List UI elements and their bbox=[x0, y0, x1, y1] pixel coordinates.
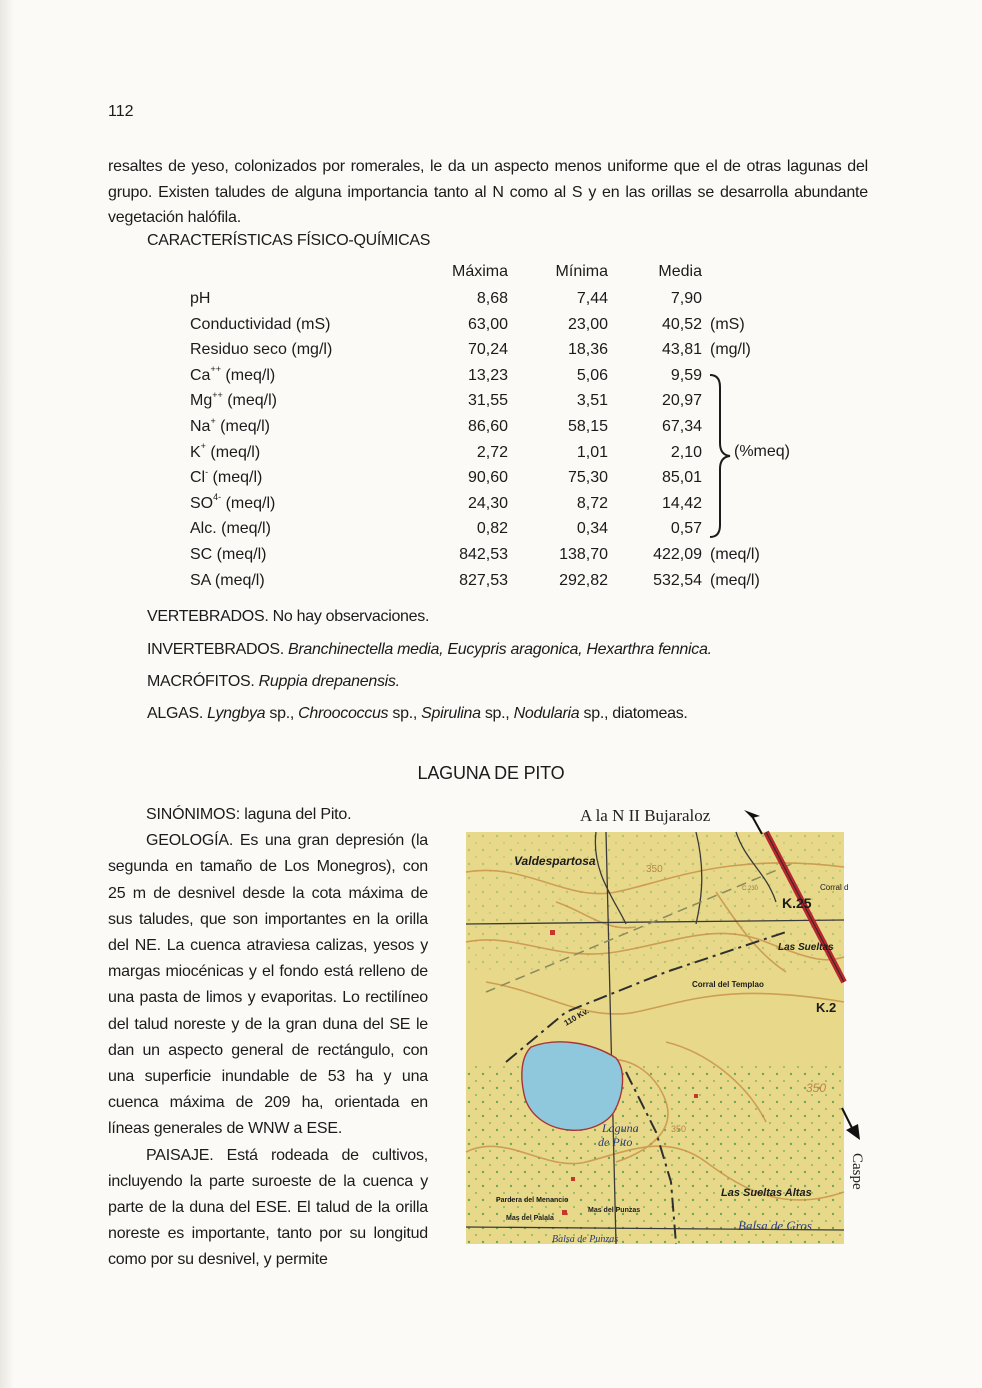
param-name: pH bbox=[190, 290, 211, 307]
intro-paragraph: resaltes de yeso, colonizados por romerales, le da un aspecto menos uniforme que el de otras lagunas del grupo. Existen taludes de alguna importancia tanto al N como al S y en las orillas se desarrolla abundante vegetación halófila. bbox=[108, 158, 868, 226]
param-name: Ca++ (meq/l) bbox=[190, 364, 276, 384]
label-k2: K.2 bbox=[816, 1000, 837, 1015]
percent-meq-label: (%meq) bbox=[734, 443, 791, 460]
page-number: 112 bbox=[108, 103, 134, 120]
map-caption-north: A la N II Bujaraloz bbox=[580, 806, 711, 825]
table-row bbox=[190, 542, 760, 568]
max-value: 0,82 bbox=[476, 520, 508, 538]
param-name: Cl- (meq/l) bbox=[190, 466, 263, 487]
algas-species-4: Nodularia bbox=[513, 705, 580, 722]
label-k25: K.25 bbox=[782, 895, 812, 911]
label-mas-del-palala: Mas del Palala bbox=[506, 1215, 554, 1222]
label-balsa-de-gros: Balsa de Gros bbox=[738, 1218, 812, 1233]
label-110-kv: 110 Kv. bbox=[562, 1006, 591, 1028]
algas-line bbox=[147, 705, 688, 723]
vertebrados-label: VERTEBRADOS. bbox=[147, 608, 269, 625]
table-row bbox=[190, 414, 760, 440]
header-blank bbox=[190, 258, 434, 286]
vertebrados-text: No hay observaciones. bbox=[268, 608, 430, 625]
header-unit bbox=[702, 258, 760, 286]
min-value: 138,70 bbox=[559, 545, 608, 563]
table-row bbox=[190, 312, 760, 338]
max-value: 827,53 bbox=[459, 571, 508, 589]
macrofitos-line bbox=[147, 673, 400, 691]
algas-species-3: Spirulina bbox=[421, 705, 481, 722]
macrofitos-species: Ruppia drepanensis. bbox=[254, 673, 400, 690]
min-value: 23,00 bbox=[567, 315, 608, 333]
mean-value: 43,81 bbox=[661, 341, 702, 359]
label-las-sueltas-altas: Las Sueltas Altas bbox=[721, 1187, 812, 1199]
table-row bbox=[190, 363, 760, 389]
mean-value: 0,57 bbox=[670, 520, 702, 538]
section-title: LAGUNA DE PITO bbox=[417, 763, 565, 783]
min-value: 0,34 bbox=[576, 520, 608, 538]
min-value: 75,30 bbox=[567, 469, 608, 487]
laguna-de-pito-map bbox=[466, 832, 849, 1245]
algas-species-1: Lyngbya bbox=[207, 705, 266, 722]
invertebrados-line bbox=[147, 641, 712, 659]
contour-label-c230: C.230 bbox=[742, 886, 759, 892]
left-text-column bbox=[108, 802, 428, 1274]
geologia-paragraph: GEOLOGÍA. Es una gran depresión (la segunda en tamaño de Los Monegros), con 25 m de desnivel desde la cota máxima de sus taludes, que son importantes en la orilla del NE. La cuenca atraviesa calizas, yesos y margas miocénicas y el fondo está relleno de una pasta de limos y evaporitas. Lo rectilíneo del talud noreste y de la gran duna del SE le dan un aspecto general de rectángulo, con una superficie inundable de 53 ha y una cuenca máxima de 209 ha, orientada en líneas generales de WNW a ESE. bbox=[108, 832, 428, 1138]
label-pardera-menancio: Pardera del Menancio bbox=[496, 1197, 569, 1204]
mean-value: 67,34 bbox=[661, 417, 702, 435]
header-media: Media bbox=[658, 263, 702, 281]
label-mas-del-punzas: Mas del Punzas bbox=[588, 1207, 641, 1214]
mean-value: 14,42 bbox=[661, 494, 702, 512]
algas-sep-4: sp., diatomeas. bbox=[579, 705, 688, 722]
page-edge-shadow bbox=[0, 0, 14, 1388]
min-value: 58,15 bbox=[567, 417, 608, 435]
min-value: 18,36 bbox=[567, 341, 608, 359]
percent-meq-brace bbox=[708, 371, 732, 541]
label-las-sueltas: Las Sueltas bbox=[778, 942, 834, 953]
algas-species-2: Chroococcus bbox=[298, 705, 389, 722]
table-row bbox=[190, 516, 760, 542]
param-name: Alc. (meq/l) bbox=[190, 520, 271, 538]
unit-label: (mS) bbox=[710, 315, 745, 333]
mean-value: 20,97 bbox=[661, 392, 702, 410]
param-name: Conductividad (mS) bbox=[190, 315, 331, 333]
label-balsa-de-punzas: Balsa de Punzas bbox=[552, 1234, 619, 1245]
table-row bbox=[190, 388, 760, 414]
header-maxima: Máxima bbox=[451, 263, 508, 281]
param-name: $SO^{4-}$ (meq/l) bbox=[190, 492, 276, 512]
mean-value: 532,54 bbox=[653, 571, 702, 589]
max-value: 842,53 bbox=[459, 545, 508, 563]
macrofitos-label: MACRÓFITOS. bbox=[147, 673, 255, 690]
mean-value: 2,10 bbox=[670, 443, 702, 461]
param-name: K+ (meq/l) bbox=[190, 441, 261, 461]
vertebrados-line bbox=[147, 608, 429, 626]
south-arrow-icon bbox=[838, 1106, 864, 1142]
table-row bbox=[190, 465, 760, 491]
map-caption-caspe: Caspe bbox=[849, 1153, 865, 1190]
min-value: 292,82 bbox=[559, 571, 608, 589]
param-name: SA (meq/l) bbox=[190, 571, 265, 589]
algas-label: ALGAS. bbox=[147, 705, 204, 722]
unit-label: (mg/l) bbox=[710, 341, 751, 359]
min-value: 5,06 bbox=[576, 366, 608, 384]
north-arrow-icon bbox=[738, 806, 768, 836]
max-value: 24,30 bbox=[467, 494, 508, 512]
mean-value: 9,59 bbox=[670, 366, 702, 384]
mean-value: 40,52 bbox=[661, 315, 702, 333]
invertebrados-label: INVERTEBRADOS. bbox=[147, 641, 284, 658]
mean-value: 85,01 bbox=[661, 469, 702, 487]
max-value: 2,72 bbox=[476, 443, 508, 461]
max-value: 86,60 bbox=[467, 417, 508, 435]
max-value: 13,23 bbox=[467, 366, 508, 384]
param-name: Mg++ (meq/l) bbox=[190, 390, 277, 410]
contour-label-350-a: 350 bbox=[646, 864, 663, 875]
label-de-pito: de Pito bbox=[598, 1135, 633, 1149]
max-value: 63,00 bbox=[467, 315, 508, 333]
chemistry-heading: CARACTERÍSTICAS FÍSICO-QUÍMICAS bbox=[147, 232, 431, 249]
table-row bbox=[190, 491, 760, 517]
table-row bbox=[190, 337, 760, 363]
label-laguna: Laguna bbox=[602, 1121, 639, 1135]
label-corral-templao: Corral del Templao bbox=[692, 980, 764, 989]
laguna-water bbox=[522, 1042, 623, 1130]
min-value: 3,51 bbox=[576, 392, 608, 410]
max-value: 70,24 bbox=[467, 341, 508, 359]
unit-label: (meq/l) bbox=[710, 545, 760, 563]
param-name: Residuo seco (mg/l) bbox=[190, 341, 333, 359]
mean-value: 7,90 bbox=[670, 290, 702, 307]
algas-sep-2: sp., bbox=[388, 705, 422, 722]
table-header-row bbox=[190, 258, 760, 286]
paisaje-paragraph: PAISAJE. Está rodeada de cultivos, incluyendo la parte suroeste de la cuenca y parte de la duna del ESE. El talud de la orilla noreste es importante, tanto por su longitud como por su desnivel, y permite bbox=[108, 1146, 428, 1269]
unit-label bbox=[702, 286, 760, 312]
min-value: 1,01 bbox=[576, 443, 608, 461]
contour-label-350-b: 350 bbox=[806, 1081, 827, 1095]
min-value: 8,72 bbox=[576, 494, 608, 512]
min-value: 7,44 bbox=[576, 290, 608, 307]
contour-label-350-c: 350 bbox=[671, 1124, 687, 1134]
header-minima: Mínima bbox=[555, 263, 608, 281]
chemistry-table bbox=[190, 258, 760, 593]
sinonimos-paragraph: SINÓNIMOS: laguna del Pito. bbox=[146, 806, 352, 823]
label-valdespartosa: Valdespartosa bbox=[514, 854, 596, 868]
algas-sep-1: sp., bbox=[265, 705, 299, 722]
table-row bbox=[190, 568, 760, 594]
mean-value: 422,09 bbox=[653, 545, 702, 563]
label-corral-d: Corral d bbox=[820, 883, 849, 892]
invertebrados-species: Branchinectella media, Eucypris aragonica, Hexarthra fennica. bbox=[283, 641, 712, 658]
unit-label: (meq/l) bbox=[710, 571, 760, 589]
max-value: 31,55 bbox=[467, 392, 508, 410]
max-value: 90,60 bbox=[467, 469, 508, 487]
algas-sep-3: sp., bbox=[480, 705, 514, 722]
param-name: Na+ (meq/l) bbox=[190, 415, 270, 435]
max-value: 8,68 bbox=[476, 290, 508, 307]
param-name: SC (meq/l) bbox=[190, 545, 267, 563]
table-row bbox=[190, 440, 760, 466]
table-row bbox=[190, 286, 760, 312]
